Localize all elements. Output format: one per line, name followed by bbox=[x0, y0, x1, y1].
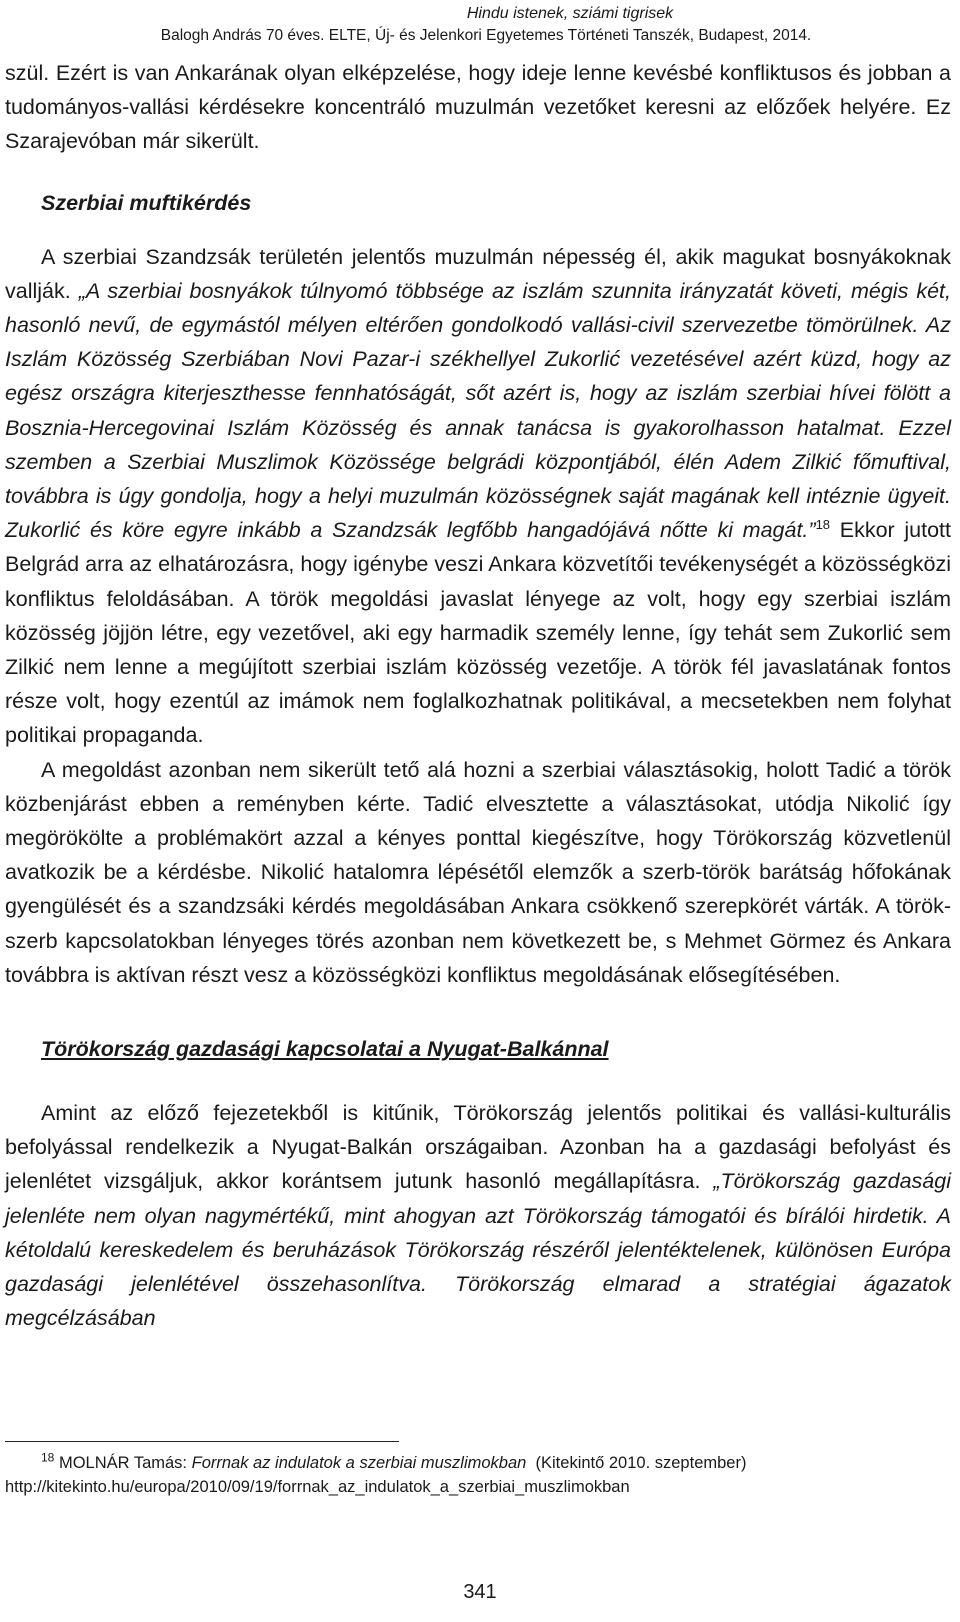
paragraph-serbian-mufti bbox=[5, 240, 951, 753]
footnote bbox=[5, 1440, 951, 1499]
paragraph-text: Amint az előző fejezetekből is kitűnik, Törökország jelentős politikai és vallási-kulturális befolyással rendelkezik a Nyugat-Balkán országaiban. Azonban ha a gazdasági befolyást és jelenlétet vizsgáljuk, akkor korántsem jutunk hasonló megállapításra. bbox=[5, 1101, 951, 1194]
main-text bbox=[5, 56, 951, 1336]
footnote-reference[interactable]: 18 bbox=[815, 517, 831, 533]
section-heading-serbian-mufti: Szerbiai muftikérdés bbox=[41, 190, 252, 215]
paragraph-tadic-nikolic: A megoldást azonban nem sikerült tető alá hozni a szerbiai választásokig, holott Tadić a török közbenjárást ebben a reményben kérte. Tadić elvesztette a választásokat, utódja Nikolić így megörökölte a problémakört azzal a kényes ponttal kiegészítve, hogy Törökország közvetlenül avatkozik be a kérdésbe. Nikolić hatalomra lépésétől elemzők a szerb-török barátság hőfokának gyengülését és a szandzsáki kérdés megoldásában Ankara csökkenő szerepkörét várták. A török-szerb kapcsolatokban lényeges törés azonban nem következett be, s Mehmet Görmez és Ankara továbbra is aktívan részt vesz a közösségközi konfliktus megoldásának elősegítésében. bbox=[5, 757, 951, 987]
page-number: 341 bbox=[463, 1581, 497, 1603]
footnote-number: 18 bbox=[41, 1450, 55, 1465]
running-header bbox=[0, 0, 960, 50]
footnote-title: Forrnak az indulatok a szerbiai muszlimokban bbox=[191, 1454, 527, 1472]
header-book-title: Hindu istenek, sziámi tigrisek bbox=[466, 5, 674, 22]
section-heading-economic-relations: Törökország gazdasági kapcsolatai a Nyugat-Balkánnal bbox=[41, 1037, 609, 1062]
paragraph-economic-relations bbox=[5, 1096, 951, 1335]
header-publication-info: Balogh András 70 éves. ELTE, Új- és Jelenkori Egyetemes Történeti Tanszék, Budapest, 2014. bbox=[160, 27, 812, 44]
paragraph-text: Ekkor jutott Belgrád arra az elhatározásra, hogy igénybe veszi Ankara közvetítői tevékenységét a közösségközi konfliktus feloldásában. A török megoldási javaslat lényege az volt, hogy egy szerbiai iszlám közösség jöjjön létre, egy vezetővel, aki egy harmadik személy lenne, így tehát sem Zukorlić sem Zilkić nem lenne a megújított szerbiai iszlám közösség vezetője. A török fél javaslatának fontos része volt, hogy ezentúl az imámok nem foglalkozhatnak politikával, a mecsetekben nem folyhat politikai propaganda. bbox=[5, 518, 951, 748]
footnote-url[interactable]: http://kitekinto.hu/europa/2010/09/19/forrnak_az_indulatok_a_szerbiai_muszlimokban bbox=[5, 1478, 630, 1496]
quotation: „A szerbiai bosnyákok túlnyomó többsége az iszlám szunnita irányzatát követi, mégis két, hasonló nevű, de egymástól mélyen eltérően gondolkodó vallási-civil szervezetbe tömörülnek. Az Iszlám Közösség Szerbiában Novi Pazar-i székhellyel Zukorlić vezetésével azért küzd, hogy az egész országra kiterjeszthesse fennhatóságát, sőt azért is, hogy az iszlám szerbiai hívei fölött a Bosznia-Hercegovinai Iszlám Közösség és annak tanácsa is gyakorolhasson hatalmat. Ezzel szemben a Szerbiai Muszlimok Közössége belgrádi központjából, élén Adem Zilkić főmuftival, továbbra is úgy gondolja, hogy a helyi muzulmán közösségnek saját magának kell intéznie ügyeit. Zukorlić és köre egyre inkább a Szandzsák legfőbb hangadójává nőtte ki magát.” bbox=[5, 278, 951, 543]
paragraph-text: A szerbiai Szandzsák területén jelentős muzulmán népesség él, akik magukat bosnyákoknak vallják. bbox=[5, 244, 951, 303]
paragraph-intro: szül. Ezért is van Ankarának olyan elképzelése, hogy ideje lenne kevésbé konfliktusos és jobban a tudományos-vallási kérdésekre koncentráló muzulmán vezetőket keresni az előzőek helyére. Ez Szarajevóban már sikerült. bbox=[5, 61, 951, 154]
footnote-source: (Kitekintő 2010. szeptember) bbox=[526, 1454, 747, 1472]
quotation: „Törökország gazdasági jelenléte nem olyan nagymértékű, mint ahogyan azt Törökország támogatói és bírálói hirdetik. A kétoldalú kereskedelem és beruházások Törökország részéről jelentéktelenek, különösen Európa gazdasági jelenlétével összehasonlítva. Törökország elmarad a stratégiai ágazatok megcélzásában bbox=[5, 1169, 951, 1331]
footnote-author: MOLNÁR Tamás: bbox=[58, 1454, 192, 1472]
footnote-entry bbox=[5, 1440, 951, 1475]
